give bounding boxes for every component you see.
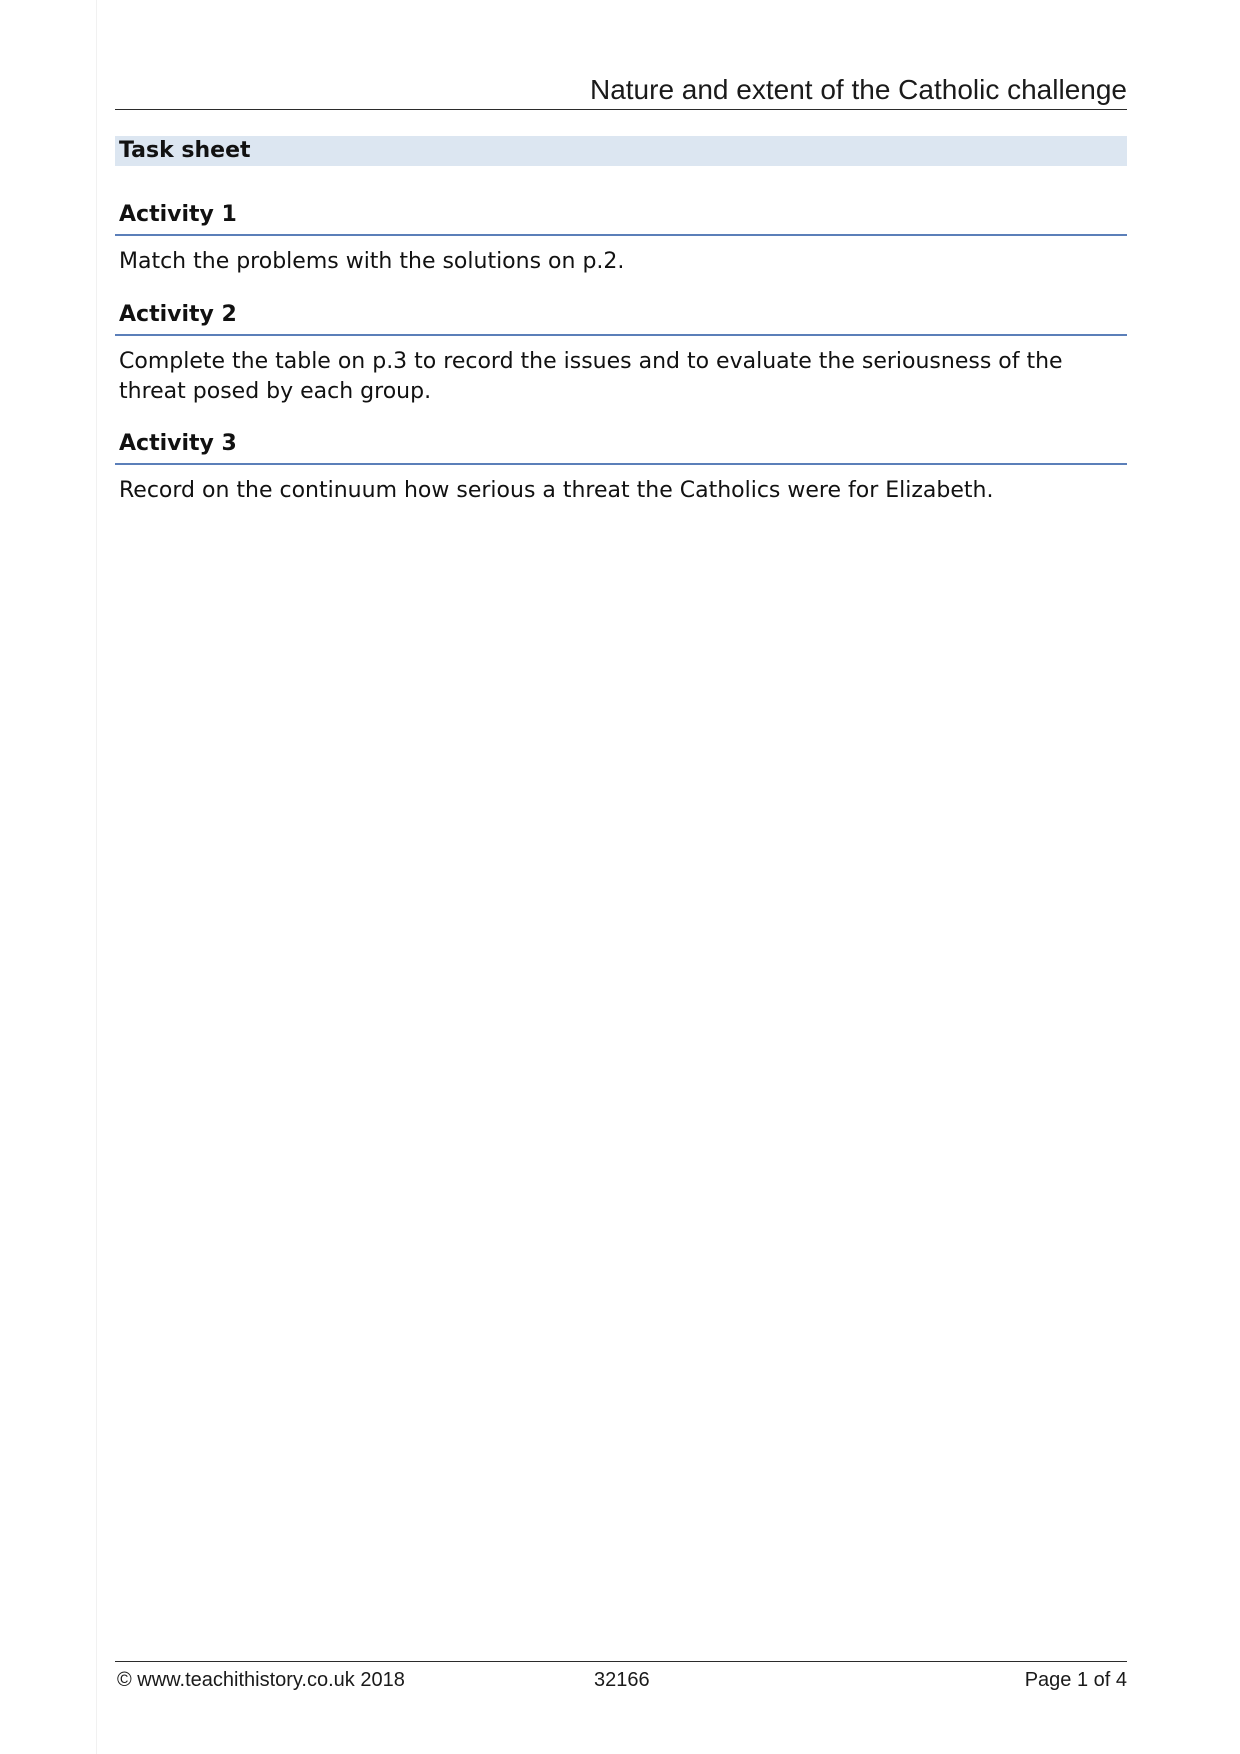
activity-3-heading: Activity 3	[119, 431, 237, 456]
activity-2-heading: Activity 2	[119, 302, 237, 327]
page-edge	[96, 0, 97, 1754]
activity-1-body: Match the problems with the solutions on p.2.	[119, 249, 625, 274]
activity-3-divider	[115, 463, 1127, 465]
footer-copyright: © www.teachithistory.co.uk 2018	[117, 1669, 405, 1691]
activity-3-body: Record on the continuum how serious a threat the Catholics were for Elizabeth.	[119, 478, 994, 503]
footer-resource-code: 32166	[594, 1669, 650, 1691]
footer-page-number: Page 1 of 4	[1024, 1669, 1127, 1691]
task-sheet-band	[115, 136, 1127, 166]
title-divider	[115, 109, 1127, 110]
activity-2-divider	[115, 334, 1127, 336]
footer-divider	[115, 1661, 1127, 1662]
task-sheet-label: Task sheet	[119, 138, 251, 163]
activity-1-heading: Activity 1	[119, 202, 237, 227]
activity-1-divider	[115, 234, 1127, 236]
activity-2-body: Complete the table on p.3 to record the issues and to evaluate the seriousness of the threat posed by each group.	[119, 349, 1063, 404]
document-title: Nature and extent of the Catholic challenge	[589, 74, 1127, 105]
